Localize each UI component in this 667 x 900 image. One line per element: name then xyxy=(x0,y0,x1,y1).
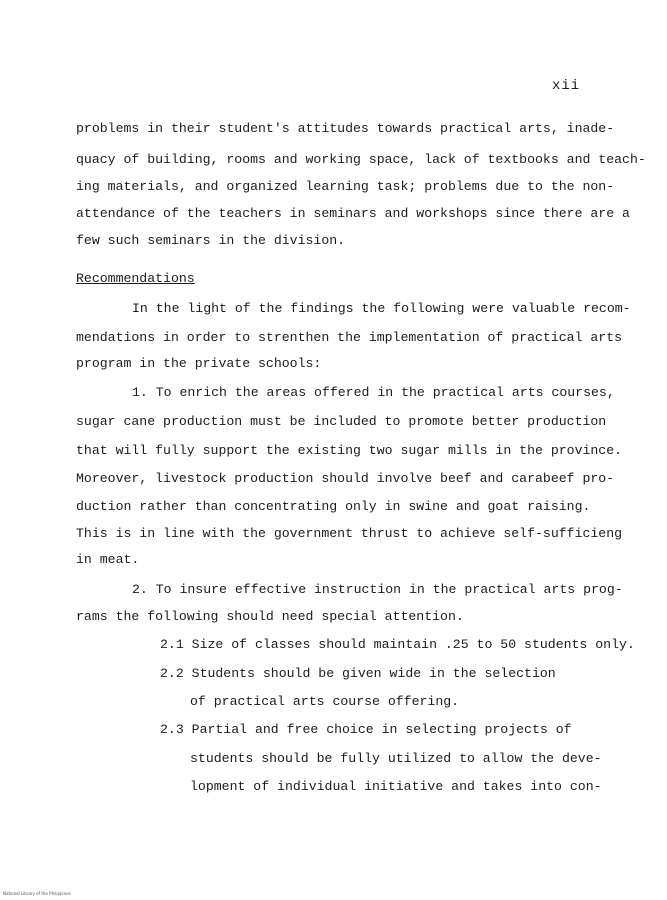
rec2-line: 2. To insure effective instruction in the practical arts prog- xyxy=(132,582,623,597)
rec1-line: in meat. xyxy=(76,552,140,567)
paragraph-line: ing materials, and organized learning task; problems due to the non- xyxy=(76,179,615,194)
page-number: xii xyxy=(552,78,581,94)
rec1-line: This is in line with the government thrust to achieve self-sufficieng xyxy=(76,526,623,541)
item-2-3-line: students should be fully utilized to allow the deve- xyxy=(190,751,602,766)
intro-line: In the light of the findings the following were valuable recom- xyxy=(132,301,631,316)
paragraph-line: attendance of the teachers in seminars and workshops since there are a xyxy=(76,206,630,221)
item-2-3-line: 2.3 Partial and free choice in selecting projects of xyxy=(160,722,572,737)
rec2-line: rams the following should need special attention. xyxy=(76,609,464,624)
paragraph-line: problems in their student's attitudes towards practical arts, inade- xyxy=(76,121,615,136)
rec1-line: duction rather than concentrating only in swine and goat raising. xyxy=(76,499,591,514)
paragraph-line: few such seminars in the division. xyxy=(76,233,346,248)
rec1-line: that will fully support the existing two sugar mills in the province. xyxy=(76,443,623,458)
rec1-line: 1. To enrich the areas offered in the practical arts courses, xyxy=(132,385,615,400)
item-2-2-line: 2.2 Students should be given wide in the selection xyxy=(160,666,556,681)
library-footer: National Library of the Philippines xyxy=(3,891,71,896)
rec1-line: sugar cane production must be included to promote better production xyxy=(76,414,607,429)
intro-line: program in the private schools: xyxy=(76,356,322,371)
item-2-2-line: of practical arts course offering. xyxy=(190,694,460,709)
section-heading: Recommendations xyxy=(76,271,195,286)
paragraph-line: quacy of building, rooms and working space, lack of textbooks and teach- xyxy=(76,152,646,167)
item-2-3-line: lopment of individual initiative and takes into con- xyxy=(190,779,602,794)
rec1-line: Moreover, livestock production should involve beef and carabeef pro- xyxy=(76,471,615,486)
intro-line: mendations in order to strenthen the implementation of practical arts xyxy=(76,330,623,345)
item-2-1-line: 2.1 Size of classes should maintain .25 to 50 students only. xyxy=(160,637,635,652)
